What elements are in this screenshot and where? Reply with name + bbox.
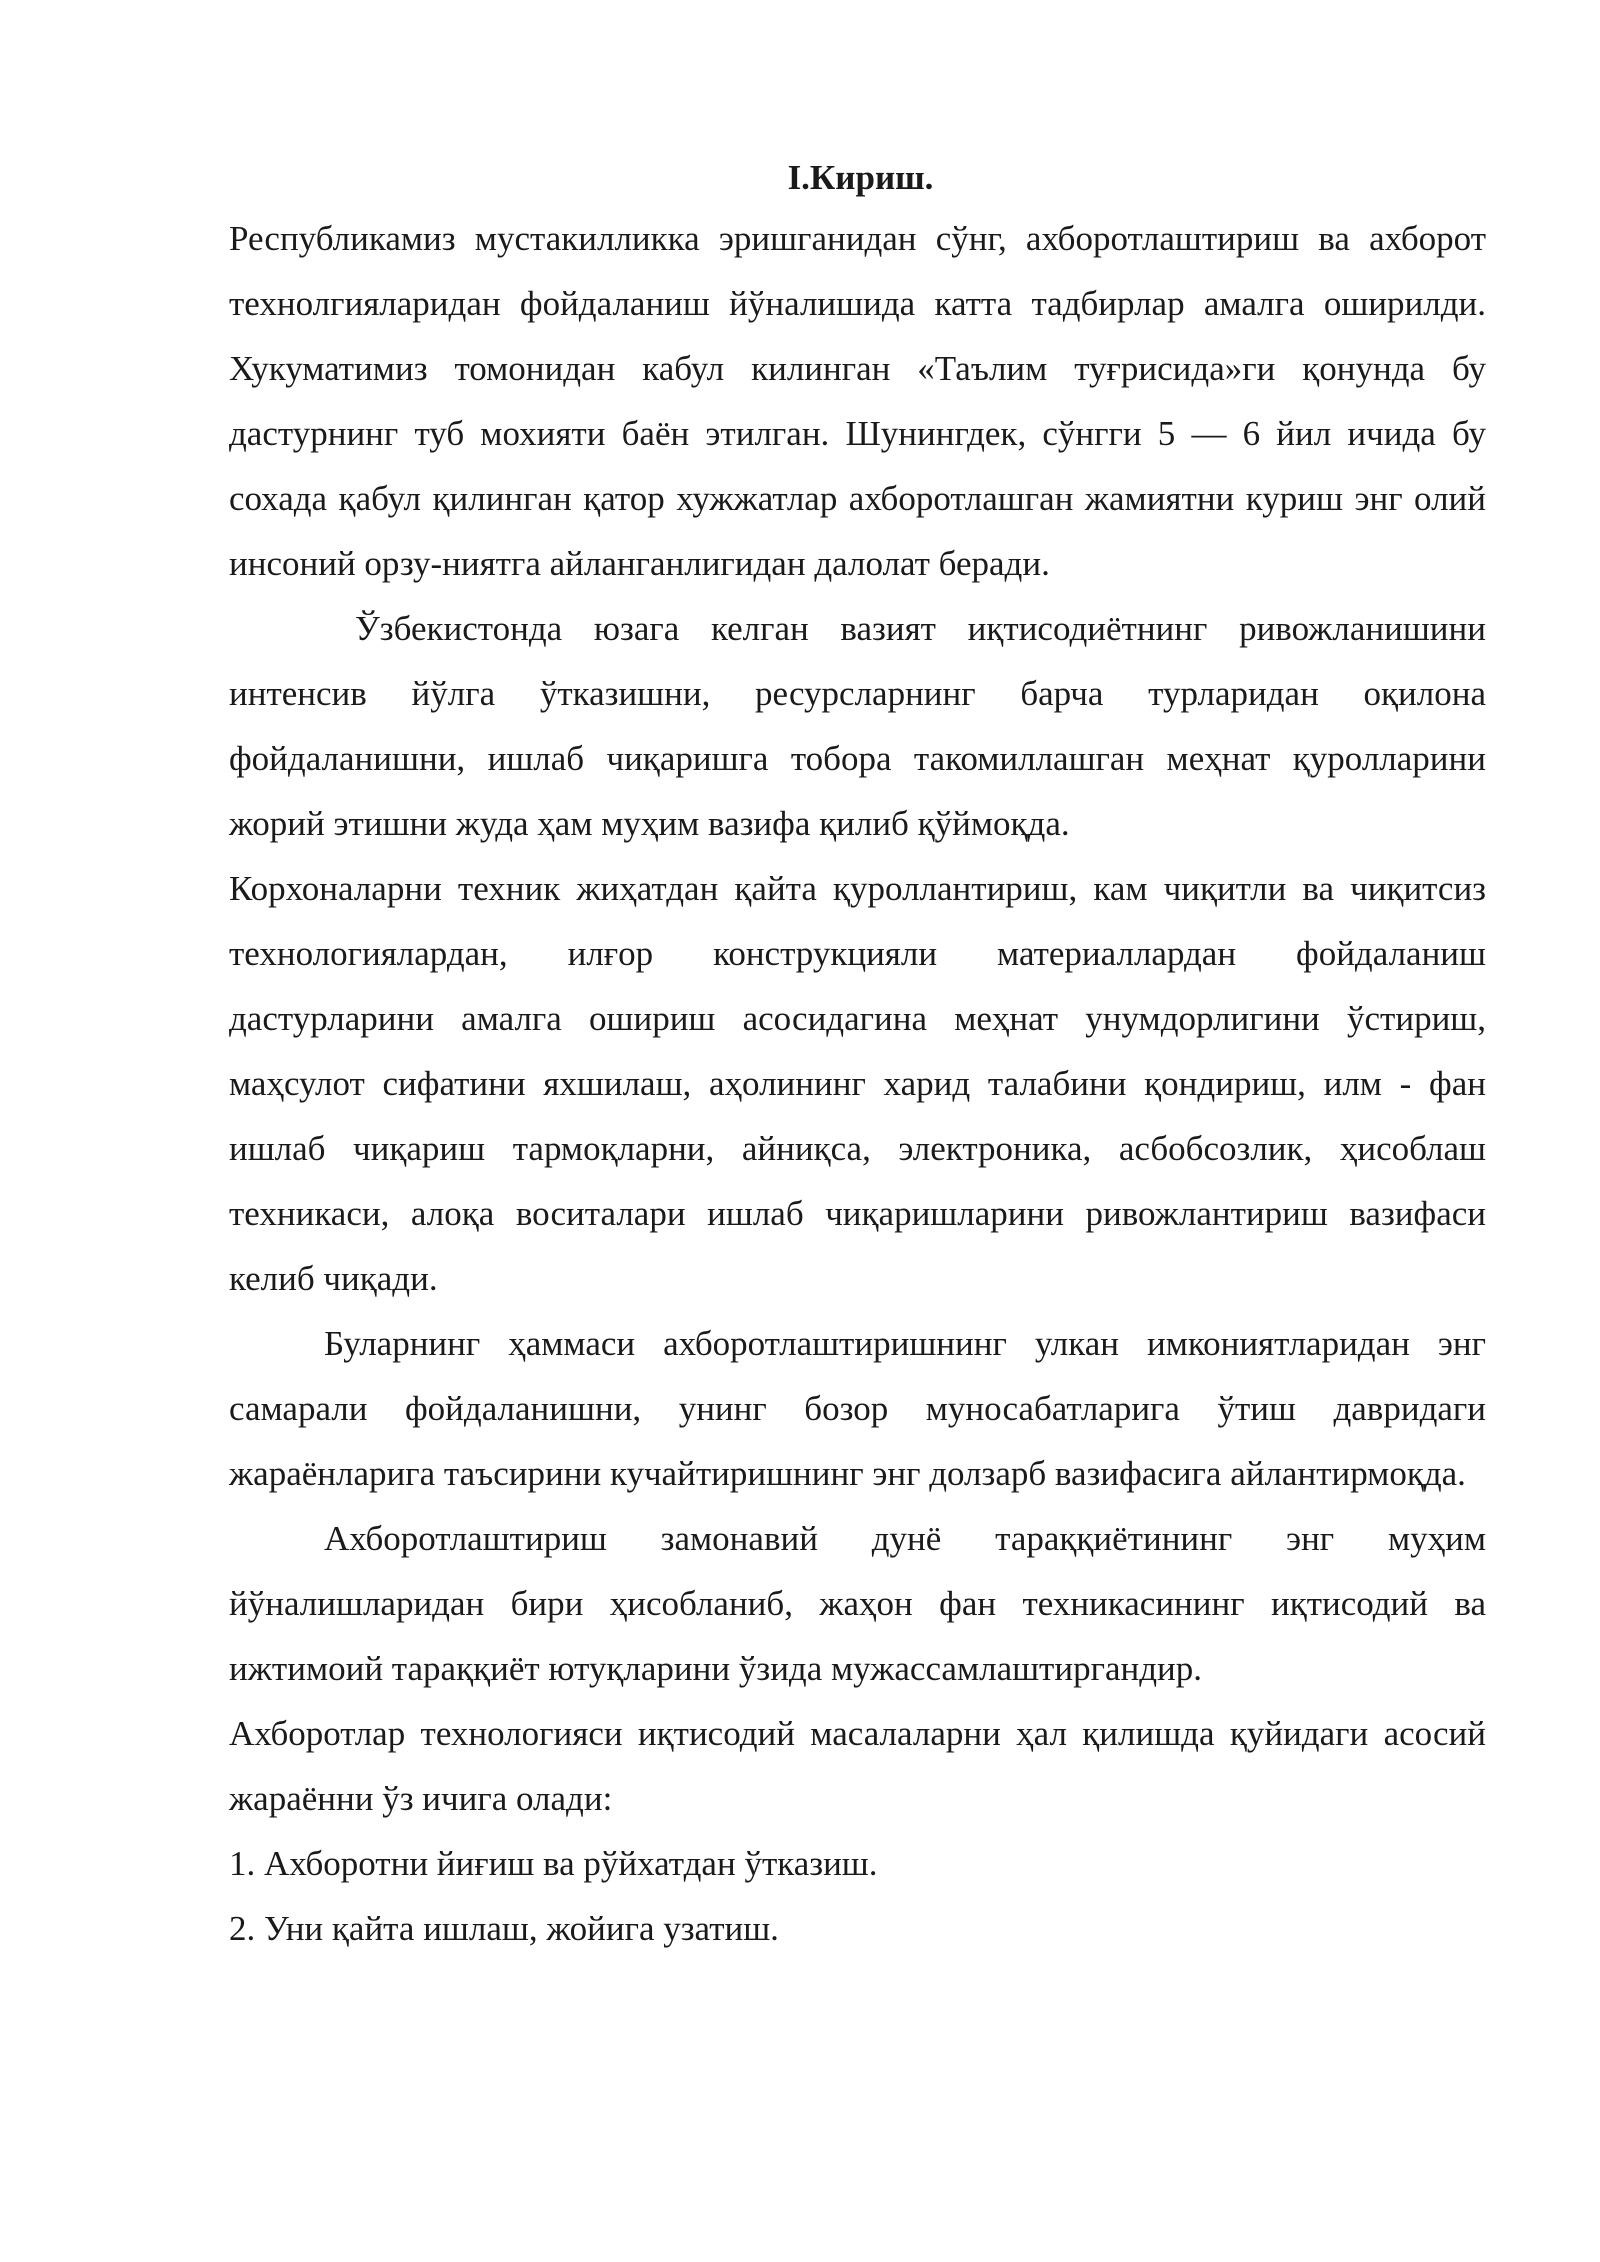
paragraph-3: Корхоналарни техник жиҳатдан қайта қуроллантириш, кам чиқитли ва чиқитсиз технологиялардан, илғор конструкцияли материаллардан фойдаланиш дастурларини амалга ошириш асосидагина меҳнат унумдорлигини ўстириш, маҳсулот сифатини яхшилаш, аҳолининг харид талабини қондириш, илм - фан ишлаб чиқариш тармоқларни, айниқса, электроника, асбобсозлик, ҳисоблаш техникаси, алоқа воситалари ишлаб чиқаришларини ривожлантириш вазифаси келиб чиқади. xyxy=(229,869,1486,1298)
paragraph-4: Буларнинг ҳаммаси ахборотлаштиришнинг улкан имкониятларидан энг самарали фойдаланишни, унинг бозор муносабатларига ўтиш давридаги жараёнларига таъсирини кучайтиришнинг энг долзарб вазифасига айлантирмоқда. xyxy=(229,1324,1486,1493)
paragraph-5: Ахборотлаштириш замонавий дунё тараққиётининг энг муҳим йўналишларидан бири ҳисобланиб, жаҳон фан техникасининг иқтисодий ва ижтимоий тараққиёт ютуқларини ўзида мужассамлаштиргандир. xyxy=(229,1519,1486,1688)
list-item-1: 1. Ахборотни йиғиш ва рўйхатдан ўтказиш. xyxy=(229,1844,878,1883)
section-title: I.Кириш. xyxy=(787,158,934,197)
list-item-2: 2. Уни қайта ишлаш, жойига узатиш. xyxy=(229,1909,779,1948)
paragraph-2: Ўзбекистонда юзага келган вазият иқтисодиётнинг ривожланишини интенсив йўлга ўтказишни, ресурсларнинг барча турларидан оқилона фойдаланишни, ишлаб чиқаришга тобора такомиллашган меҳнат қуролларини жорий этишни жуда ҳам муҳим вазифа қилиб қўймоқда. xyxy=(229,609,1486,843)
paragraph-1: Республикамиз мустакилликка эришганидан сўнг, ахборотлаштириш ва ахборот технолгияларидан фойдаланиш йўналишида катта тадбирлар амалга оширилди. Хукуматимиз томонидан кабул килинган «Таълим туғрисида»ги қонунда бу дастурнинг туб мохияти баён этилган. Шунингдек, сўнгги 5 — 6 йил ичида бу сохада қабул қилинган қатор хужжатлар ахборотлашган жамиятни куриш энг олий инсоний орзу-ниятга айланганлигидан далолат беради. xyxy=(229,219,1486,583)
paragraph-6: Ахборотлар технологияси иқтисодий масалаларни ҳал қилишда қуйидаги асосий жараённи ўз ичига олади: xyxy=(229,1714,1486,1818)
document-body xyxy=(229,150,1486,1961)
